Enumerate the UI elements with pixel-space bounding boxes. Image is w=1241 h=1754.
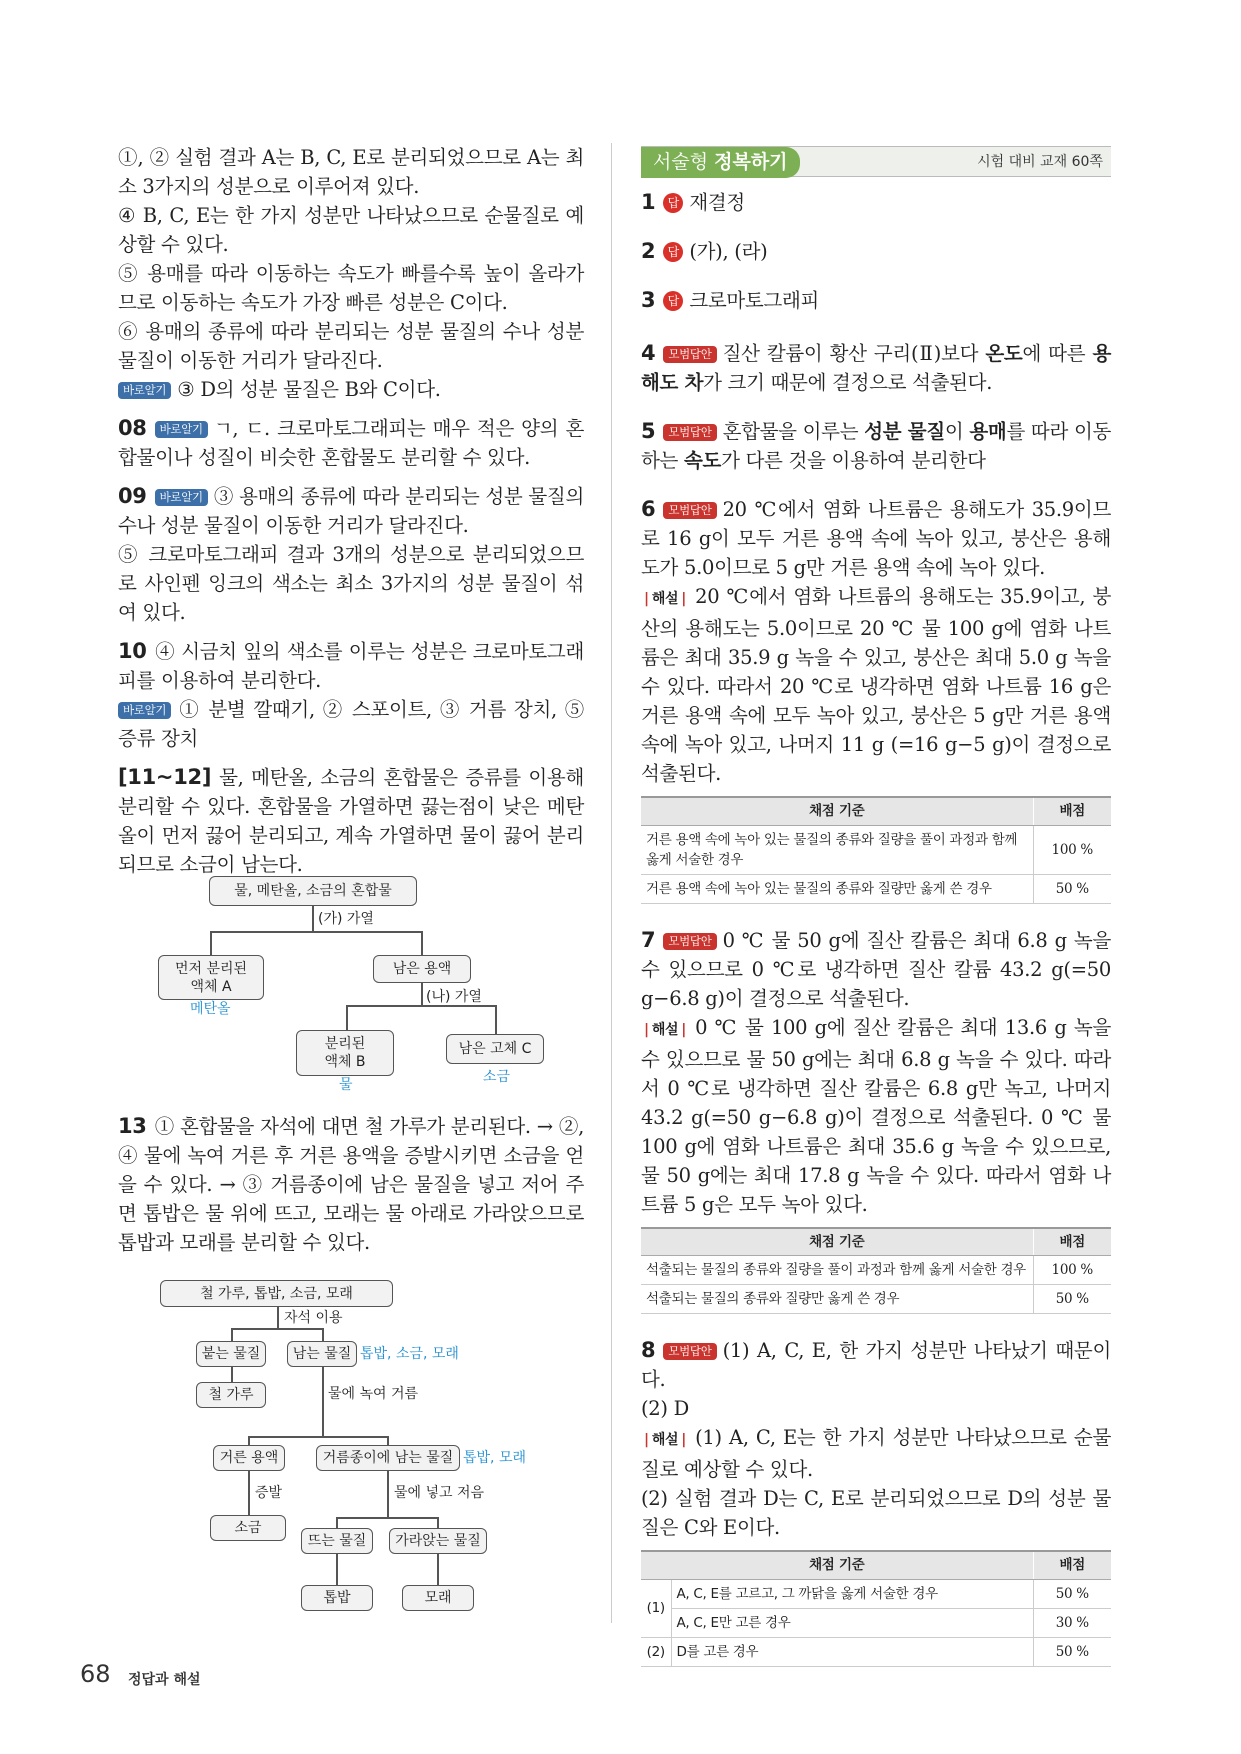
answer-3-text: 크로마토그래피 — [689, 289, 820, 312]
answer-7 — [641, 926, 1111, 1013]
answer-6 — [641, 495, 1111, 582]
answer-1-text: 재결정 — [689, 191, 745, 214]
dissolve-label: 물에 녹여 거름 — [328, 1386, 419, 1402]
question-number: 8 — [641, 1338, 656, 1362]
question-09-text-a: ③ 용매의 종류에 따라 분리되는 성분 물질의 수나 성분 물질이 이동한 거리가 달라진다. — [118, 485, 584, 537]
explanation-7-text: 0 ℃ 물 100 g에 질산 칼륨은 최대 13.6 g 녹을 수 있으므로 물 50 g에는 최대 6.8 g 녹을 수 있다. 따라서 0 ℃로 냉각하면 질산 칼륨은 6.8 g만 녹고, 나머지 43.2 g(=50 g−6.8 g)이 결정으로 석출된다. 0 ℃ 물 100 g에 염화 나트륨은 최대 35.6 g 녹을 수 있으므로, 물 50 g에는 최대 17.8 g 녹을 수 있다. 따라서 염화 나트륨 5 g은 모두 녹아 있다. — [641, 1015, 1111, 1216]
left-over-box: 남는 물질 — [287, 1341, 357, 1367]
residue-label: 톱밥, 모래 — [463, 1450, 526, 1466]
first-liquid-label: 메탄올 — [190, 1001, 231, 1017]
criteria-header: 채점 기준 — [641, 797, 1033, 825]
question-09 — [118, 482, 584, 540]
remaining-solution-box: 남은 용액 — [373, 955, 471, 983]
model-answer-tag: 모범답안 — [663, 933, 716, 950]
right-column — [641, 188, 1111, 1667]
sub-question-cell: (1) — [641, 1579, 671, 1637]
question-08 — [118, 414, 584, 472]
residue-box: 거름종이에 남는 물질 — [316, 1445, 460, 1471]
explanation-tag: | 해설 | — [644, 591, 687, 607]
answer-badge: 답 — [663, 193, 683, 213]
criteria-cell: 거른 용액 속에 녹아 있는 물질의 종류와 질량만 옳게 쓴 경우 — [641, 874, 1033, 903]
footer-label: 정답과 해설 — [128, 1672, 201, 1688]
question-10-text-b: ① 분별 깔때기, ② 스포이트, ③ 거름 장치, ⑤ 증류 장치 — [118, 698, 584, 750]
criteria-header: 채점 기준 — [641, 1551, 1033, 1579]
question-number: 1 — [641, 190, 656, 214]
keyword: 용매 — [969, 420, 1007, 443]
float-box: 뜨는 물질 — [301, 1528, 373, 1554]
explanation-label: 해설 — [651, 1021, 679, 1038]
score-cell: 50 % — [1033, 1637, 1111, 1666]
explanation-8-b: (2) 실험 결과 D는 C, E로 분리되었으므로 D의 성분 물질은 C와 E이다. — [641, 1487, 1111, 1539]
para-1: ①, ② 실험 결과 A는 B, C, E로 분리되었으므로 A는 최소 3가지의 성분으로 이루어져 있다. — [118, 146, 584, 198]
question-number: 7 — [641, 927, 656, 952]
keyword: 속도 — [683, 449, 722, 472]
section-title — [641, 147, 800, 178]
stir-label: 물에 넣고 저음 — [394, 1485, 485, 1501]
para-5 — [118, 375, 584, 404]
criteria-cell: A, C, E만 고른 경우 — [671, 1608, 1033, 1637]
solid-c-box: 남은 고체 C — [446, 1034, 544, 1064]
score-cell: 50 % — [1033, 874, 1111, 903]
answer-2 — [641, 237, 1111, 266]
answer-8 — [641, 1336, 1111, 1394]
keyword: 온도 — [985, 342, 1023, 365]
liquid-b-label: 물 — [339, 1077, 353, 1093]
answer-5 — [641, 417, 1111, 475]
criteria-cell: A, C, E를 고르고, 그 까닭을 옳게 서술한 경우 — [671, 1579, 1033, 1608]
question-number: 4 — [641, 341, 656, 365]
criteria-table-8 — [641, 1550, 1111, 1667]
baro-tag: 바로알기 — [118, 382, 171, 399]
stick-box: 붙는 물질 — [196, 1341, 266, 1367]
criteria-table-6 — [641, 796, 1111, 904]
criteria-cell: 거른 용액 속에 녹아 있는 물질의 종류와 질량을 풀이 과정과 함께 옳게 서술한 경우 — [641, 825, 1033, 874]
criteria-cell: 석출되는 물질의 종류와 질량만 옳게 쓴 경우 — [641, 1285, 1033, 1314]
answer-5-part: 이 — [944, 420, 970, 443]
question-11-12 — [118, 763, 584, 879]
mixture-box: 물, 메탄올, 소금의 혼합물 — [209, 876, 417, 906]
explanation-7 — [641, 1013, 1111, 1219]
sink-box: 가라앉는 물질 — [389, 1528, 487, 1554]
answer-5-part: 를 따라 이동하는 — [641, 420, 1112, 472]
para-4: ⑥ 용매의 종류에 따라 분리되는 성분 물질의 수나 성분 물질이 이동한 거리가 달라진다. — [118, 320, 584, 372]
score-cell: 50 % — [1033, 1579, 1111, 1608]
section-header — [641, 146, 1111, 177]
score-header: 배점 — [1033, 1551, 1111, 1579]
explanation-label: 해설 — [651, 1432, 679, 1448]
explanation-tag: | 해설 | — [644, 1432, 687, 1448]
model-answer-tag: 모범답안 — [663, 424, 716, 441]
model-answer-tag: 모범답안 — [663, 346, 716, 363]
answer-5-part: 혼합물을 이루는 — [722, 420, 865, 443]
score-header: 배점 — [1033, 1228, 1111, 1256]
para-5-text: ③ D의 성분 물질은 B와 C이다. — [177, 378, 441, 401]
explanation-label: 해설 — [651, 591, 679, 607]
liquid-b-box: 분리된 액체 B — [296, 1030, 394, 1076]
section-title-a: 서술형 — [653, 151, 709, 173]
salt-box: 소금 — [210, 1515, 286, 1541]
question-number: 08 — [118, 416, 147, 440]
criteria-cell: 석출되는 물질의 종류와 질량을 풀이 과정과 함께 옳게 서술한 경우 — [641, 1256, 1033, 1285]
answer-8-text-a: (1) A, C, E, 한 가지 성분만 나타났기 때문이다. — [641, 1339, 1111, 1391]
question-number: 5 — [641, 419, 656, 443]
question-08-text: ㄱ, ㄷ. 크로마토그래피는 매우 적은 양의 혼합물이나 성질이 비슷한 혼합물도 분리할 수 있다. — [118, 417, 584, 469]
question-number: [11~12] — [118, 765, 212, 789]
answer-4-part: 에 따른 — [1022, 342, 1093, 365]
para-3: ⑤ 용매를 따라 이동하는 속도가 빠를수록 높이 올라가므로 이동하는 속도가 가장 빠른 성분은 C이다. — [118, 262, 584, 314]
keyword: 성분 물질 — [864, 420, 945, 443]
filtrate-box: 거른 용액 — [213, 1445, 285, 1471]
question-10-b — [118, 695, 584, 753]
keyword: 용해도 차 — [641, 342, 1111, 394]
mixture-2-box: 철 가루, 톱밥, 소금, 모래 — [160, 1280, 393, 1307]
question-number: 13 — [118, 1114, 147, 1138]
magnet-label: 자석 이용 — [284, 1310, 343, 1326]
answer-1 — [641, 188, 1111, 217]
score-header: 배점 — [1033, 797, 1111, 825]
baro-tag: 바로알기 — [155, 489, 208, 506]
sand-box: 모래 — [402, 1585, 474, 1611]
score-cell: 100 % — [1033, 1256, 1111, 1285]
sub-question-cell: (2) — [641, 1637, 671, 1666]
question-10 — [118, 637, 584, 695]
explanation-8 — [641, 1423, 1111, 1484]
question-number: 6 — [641, 497, 656, 521]
model-answer-tag: 모범답안 — [663, 502, 716, 519]
score-cell: 50 % — [1033, 1285, 1111, 1314]
answer-4 — [641, 339, 1111, 397]
explanation-tag: | 해설 | — [644, 1021, 687, 1038]
criteria-header: 채점 기준 — [641, 1228, 1033, 1256]
evaporate-label: 증발 — [255, 1485, 283, 1501]
explanation-6-text: 20 ℃에서 염화 나트륨의 용해도는 35.9이고, 붕산의 용해도는 5.0이므로 20 ℃ 물 100 g에 염화 나트륨은 최대 35.9 g 녹을 수 있고, 붕산은 최대 5.0 g 녹을 수 있다. 따라서 20 ℃로 냉각하면 염화 나트륨 16 g은 거른 용액 속에 모두 녹아 있고, 붕산은 5 g만 거른 용액 속에 녹아 있고, 나머지 11 g (=16 g−5 g)이 결정으로 석출된다. — [641, 585, 1111, 785]
section-title-b: 정복하기 — [714, 151, 788, 173]
question-number: 09 — [118, 484, 147, 508]
answer-badge: 답 — [663, 291, 683, 311]
heat-a-label: (가) 가열 — [318, 911, 374, 927]
criteria-table-7 — [641, 1227, 1111, 1315]
question-number: 3 — [641, 288, 656, 312]
answer-8-b: (2) D — [641, 1397, 689, 1420]
question-11-12-text: 물, 메탄올, 소금의 혼합물은 증류를 이용해 분리할 수 있다. 혼합물을 가열하면 끓는점이 낮은 메탄올이 먼저 끓어 분리되고, 계속 가열하면 물이 끓어 분리되므로 소금이 남는다. — [118, 766, 584, 876]
score-cell: 30 % — [1033, 1608, 1111, 1637]
baro-tag: 바로알기 — [155, 421, 208, 438]
para-2: ④ B, C, E는 한 가지 성분만 나타났으므로 순물질로 예상할 수 있다. — [118, 204, 584, 256]
explanation-8-text: (1) A, C, E는 한 가지 성분만 나타났으므로 순물질로 예상할 수 있다. — [641, 1426, 1111, 1481]
answer-6-text: 20 ℃에서 염화 나트륨은 용해도가 35.9이므로 16 g이 모두 거른 용액 속에 녹아 있고, 붕산은 용해도가 5.0이므로 5 g만 거른 용액 속에 녹아 있다. — [641, 498, 1111, 579]
answer-4-part: 질산 칼륨이 황산 구리(Ⅱ)보다 — [722, 342, 986, 365]
section-reference: 시험 대비 교재 60쪽 — [977, 154, 1103, 170]
explanation-6 — [641, 582, 1111, 788]
criteria-cell: D를 고른 경우 — [671, 1637, 1033, 1666]
question-13-text: ① 혼합물을 자석에 대면 철 가루가 분리된다. → ②, ④ 물에 녹여 거른 후 거른 용액을 증발시키면 소금을 얻을 수 있다. → ③ 거름종이에 남은 물질을 넣고 저어 주면 톱밥은 물 위에 뜨고, 모래는 물 아래로 가라앉으므로 톱밥과 모래를 분리할 수 있다. — [118, 1115, 584, 1254]
answer-2-text: (가), (라) — [689, 240, 768, 263]
baro-tag: 바로알기 — [118, 702, 171, 719]
model-answer-tag: 모범답안 — [663, 1343, 716, 1360]
heat-b-label: (나) 가열 — [426, 989, 482, 1005]
solid-c-label: 소금 — [483, 1069, 511, 1085]
column-divider — [611, 143, 612, 1623]
question-09-b: ⑤ 크로마토그래피 결과 3개의 성분으로 분리되었으므로 사인펜 잉크의 색소는 최소 3가지의 성분 물질이 섞여 있다. — [118, 543, 584, 624]
question-10-text-a: ④ 시금치 잎의 색소를 이루는 성분은 크로마토그래피를 이용하여 분리한다. — [118, 640, 584, 692]
answer-3 — [641, 286, 1111, 315]
first-liquid-box: 먼저 분리된 액체 A — [158, 955, 264, 1000]
left-column — [118, 143, 584, 879]
iron-box: 철 가루 — [196, 1382, 266, 1408]
answer-7-text: 0 ℃ 물 50 g에 질산 칼륨은 최대 6.8 g 녹을 수 있으므로 0 ℃로 냉각하면 질산 칼륨 43.2 g(=50 g−6.8 g)이 결정으로 석출된다. — [641, 928, 1111, 1010]
answer-badge: 답 — [663, 242, 683, 262]
question-13 — [118, 1112, 584, 1257]
sawdust-box: 톱밥 — [301, 1585, 373, 1611]
question-number: 10 — [118, 639, 147, 663]
answer-5-part: 가 다른 것을 이용하여 분리한다 — [721, 449, 986, 472]
page-number: 68 — [80, 1660, 111, 1688]
score-cell: 100 % — [1033, 825, 1111, 874]
answer-4-part: 가 크기 때문에 결정으로 석출된다. — [703, 371, 993, 394]
left-over-label: 톱밥, 소금, 모래 — [360, 1346, 459, 1362]
question-number: 2 — [641, 239, 656, 263]
